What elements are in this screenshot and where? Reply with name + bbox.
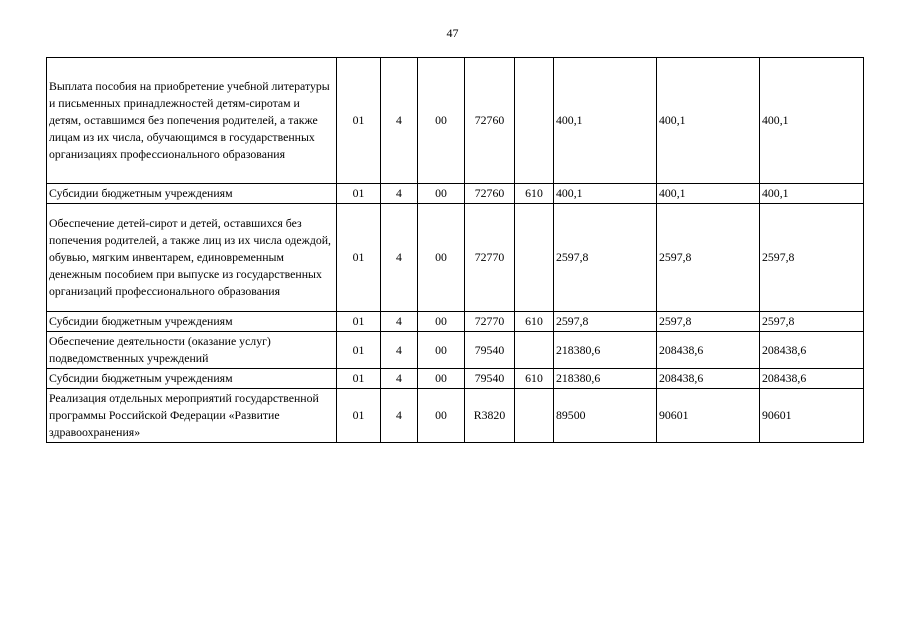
- code-cell: 00: [418, 332, 465, 369]
- value-cell: 400,1: [554, 58, 657, 184]
- row-name-cell: Обеспечение детей-сирот и детей, оставшихся без попечения родителей, а также лиц из их числа одеждой, обувью, мягким инвентарем, единовременным денежным пособием при выпуске из государственных организаций профессионального образования: [47, 204, 337, 312]
- code-cell: 00: [418, 184, 465, 204]
- value-cell: 208438,6: [760, 332, 864, 369]
- code-cell: 4: [381, 204, 418, 312]
- row-name-cell: Выплата пособия на приобретение учебной литературы и письменных принадлежностей детям-сиротам и детям, оставшимся без попечения родителей, а также лицам из их числа, обучающимся в государственных организациях профессионального образования: [47, 58, 337, 184]
- value-cell: 2597,8: [657, 204, 760, 312]
- value-cell: 218380,6: [554, 369, 657, 389]
- code-cell: 72760: [465, 184, 515, 204]
- code-cell: 00: [418, 58, 465, 184]
- value-cell: 2597,8: [554, 312, 657, 332]
- code-cell: 610: [515, 312, 554, 332]
- value-cell: 2597,8: [760, 204, 864, 312]
- code-cell: 00: [418, 369, 465, 389]
- code-cell: [515, 389, 554, 443]
- value-cell: 400,1: [657, 184, 760, 204]
- value-cell: 208438,6: [657, 369, 760, 389]
- code-cell: 4: [381, 312, 418, 332]
- code-cell: 72770: [465, 204, 515, 312]
- row-name-cell: Реализация отдельных мероприятий государственной программы Российской Федерации «Развитие здравоохранения»: [47, 389, 337, 443]
- code-cell: 01: [337, 58, 381, 184]
- table-row: [47, 369, 864, 389]
- code-cell: 01: [337, 369, 381, 389]
- value-cell: 400,1: [760, 58, 864, 184]
- code-cell: 00: [418, 389, 465, 443]
- value-cell: 400,1: [760, 184, 864, 204]
- value-cell: 208438,6: [657, 332, 760, 369]
- value-cell: 208438,6: [760, 369, 864, 389]
- code-cell: [515, 204, 554, 312]
- table-row: [47, 389, 864, 443]
- value-cell: 400,1: [657, 58, 760, 184]
- table-row: [47, 58, 864, 184]
- code-cell: 01: [337, 332, 381, 369]
- code-cell: R3820: [465, 389, 515, 443]
- value-cell: 2597,8: [657, 312, 760, 332]
- code-cell: 610: [515, 184, 554, 204]
- code-cell: 79540: [465, 369, 515, 389]
- value-cell: 218380,6: [554, 332, 657, 369]
- table-row: [47, 312, 864, 332]
- code-cell: 01: [337, 184, 381, 204]
- code-cell: 01: [337, 389, 381, 443]
- code-cell: 72770: [465, 312, 515, 332]
- code-cell: 79540: [465, 332, 515, 369]
- code-cell: 01: [337, 312, 381, 332]
- value-cell: 90601: [657, 389, 760, 443]
- code-cell: 01: [337, 204, 381, 312]
- code-cell: 00: [418, 312, 465, 332]
- code-cell: 4: [381, 58, 418, 184]
- code-cell: 4: [381, 184, 418, 204]
- code-cell: [515, 58, 554, 184]
- value-cell: 90601: [760, 389, 864, 443]
- code-cell: 72760: [465, 58, 515, 184]
- value-cell: 2597,8: [760, 312, 864, 332]
- table-row: [47, 184, 864, 204]
- table-body: [47, 58, 864, 443]
- table-row: [47, 332, 864, 369]
- value-cell: 89500: [554, 389, 657, 443]
- code-cell: 4: [381, 389, 418, 443]
- code-cell: 610: [515, 369, 554, 389]
- row-name-cell: Субсидии бюджетным учреждениям: [47, 184, 337, 204]
- row-name-cell: Субсидии бюджетным учреждениям: [47, 312, 337, 332]
- table-row: [47, 204, 864, 312]
- budget-table: [46, 57, 864, 443]
- code-cell: [515, 332, 554, 369]
- page-number: 47: [446, 26, 459, 40]
- code-cell: 4: [381, 332, 418, 369]
- code-cell: 00: [418, 204, 465, 312]
- row-name-cell: Субсидии бюджетным учреждениям: [47, 369, 337, 389]
- value-cell: 2597,8: [554, 204, 657, 312]
- code-cell: 4: [381, 369, 418, 389]
- row-name-cell: Обеспечение деятельности (оказание услуг) подведомственных учреждений: [47, 332, 337, 369]
- value-cell: 400,1: [554, 184, 657, 204]
